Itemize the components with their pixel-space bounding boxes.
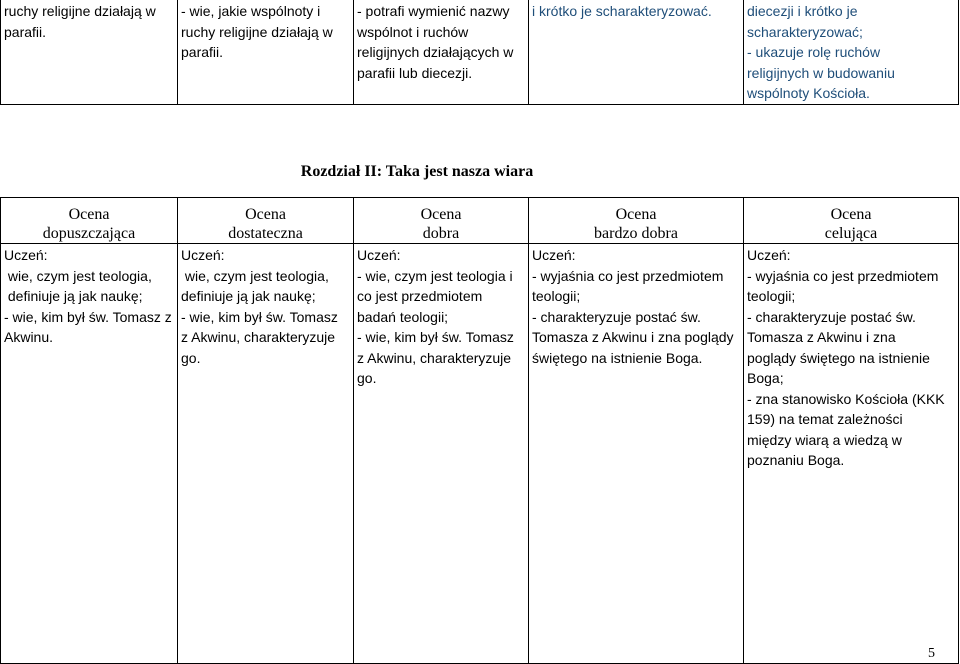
text-line: - wie, jakie wspólnoty i — [181, 3, 321, 19]
header-grade: bardzo dobra — [594, 225, 678, 242]
text-line: - wyjaśnia co jest przedmiotem — [747, 267, 939, 284]
table-header-row — [1, 198, 959, 244]
text-line: 159) na temat zależności — [747, 411, 903, 427]
page-number: 5 — [928, 646, 935, 661]
cell-dopuszczajaca — [1, 244, 178, 664]
text-line: religijnych działających w — [357, 44, 514, 60]
text-line: poznaniu Boga. — [747, 452, 845, 468]
text-line: teologii; — [747, 288, 796, 304]
text-line: definiuje ją jak naukę; — [4, 288, 143, 304]
text-line: go. — [181, 349, 201, 366]
text-line: ruchy religijne działają w — [181, 23, 333, 40]
text-line: Uczeń: — [357, 247, 401, 263]
text-line: diecezji i krótko je — [747, 3, 858, 19]
text-line: Boga; — [747, 370, 784, 386]
text-line: wie, czym jest teologia, — [4, 267, 152, 284]
table-row — [1, 244, 959, 664]
header-grade: dobra — [422, 225, 460, 242]
text-line: wspólnot i ruchów — [357, 23, 469, 40]
text-line: - ukazuje rolę ruchów — [747, 44, 881, 60]
text-line: parafii. — [4, 23, 47, 40]
text-line: parafii. — [181, 44, 224, 60]
header-grade: dostateczna — [228, 225, 303, 242]
text-line: co jest przedmiotem — [357, 288, 483, 304]
text-line: Uczeń: — [532, 247, 576, 263]
header-dopuszczajaca — [1, 198, 178, 244]
header-label: Ocena — [245, 206, 286, 223]
text-line: go. — [357, 370, 377, 386]
text-line: parafii lub diecezji. — [357, 64, 473, 81]
text-line: definiuje ją jak naukę; — [181, 288, 316, 304]
text-line: - zna stanowisko Kościoła (KKK — [747, 390, 945, 407]
text-line: scharakteryzować; — [747, 23, 863, 40]
text-line: Akwinu. — [4, 329, 54, 345]
text-line: ruchy religijne działają w — [4, 3, 156, 19]
header-celujaca — [744, 198, 959, 244]
text-line: - charakteryzuje postać św. — [747, 308, 916, 325]
header-label: Ocena — [615, 206, 657, 223]
text-line: - wie, kim był św. Tomasz — [357, 329, 514, 345]
header-grade: celująca — [824, 225, 878, 242]
text-line: Tomasza z Akwinu i zna — [747, 329, 896, 345]
cell-dostateczna — [178, 244, 354, 664]
table-row — [1, 0, 959, 104]
text-line: Uczeń: — [4, 247, 48, 263]
text-line: - wie, kim był św. Tomasz — [181, 308, 338, 325]
text-line: z Akwinu, charakteryzuje — [357, 349, 512, 366]
text-line: - charakteryzuje postać św. — [532, 308, 701, 325]
top-cell-col1 — [1, 0, 178, 104]
header-dostateczna — [178, 198, 354, 244]
cell-bardzo-dobra — [529, 244, 744, 664]
top-cell-col3 — [354, 0, 529, 104]
text-line: poglądy świętego na istnienie — [747, 349, 930, 366]
cell-celujaca — [744, 244, 959, 664]
header-label: Ocena — [68, 206, 110, 223]
text-line: religijnych w budowaniu — [747, 64, 895, 81]
header-dobra — [354, 198, 529, 244]
text-line: wie, czym jest teologia, — [181, 267, 329, 284]
text-line: teologii; — [532, 288, 581, 304]
cell-dobra — [354, 244, 529, 664]
section-title: Rozdział II: Taka jest nasza wiara — [300, 163, 534, 180]
text-line: świętego na istnienie Boga. — [532, 349, 703, 366]
top-table-continuation — [0, 0, 959, 105]
header-label: Ocena — [420, 206, 462, 223]
text-line: - potrafi wymienić nazwy — [357, 3, 510, 19]
text-line: - wie, kim był św. Tomasz z — [4, 308, 172, 325]
text-line: między wiarą a wiedzą w — [747, 431, 902, 448]
header-bardzo-dobra — [529, 198, 744, 244]
header-label: Ocena — [830, 206, 872, 223]
top-cell-col4 — [529, 0, 744, 104]
top-cell-col5 — [744, 0, 959, 104]
text-line: - wie, czym jest teologia i — [357, 267, 513, 284]
text-line: Uczeń: — [747, 247, 791, 263]
text-line: Uczeń: — [181, 247, 225, 263]
header-grade: dopuszczająca — [42, 225, 136, 242]
top-cell-col2 — [178, 0, 354, 104]
text-line: Tomasza z Akwinu i zna poglądy — [532, 329, 734, 345]
text-line: i krótko je scharakteryzować. — [532, 3, 712, 19]
text-line: - wyjaśnia co jest przedmiotem — [532, 267, 724, 284]
text-line: z Akwinu, charakteryzuje — [181, 329, 336, 345]
grading-table — [0, 197, 959, 664]
text-line: wspólnoty Kościoła. — [747, 85, 870, 101]
text-line: badań teologii; — [357, 308, 449, 325]
